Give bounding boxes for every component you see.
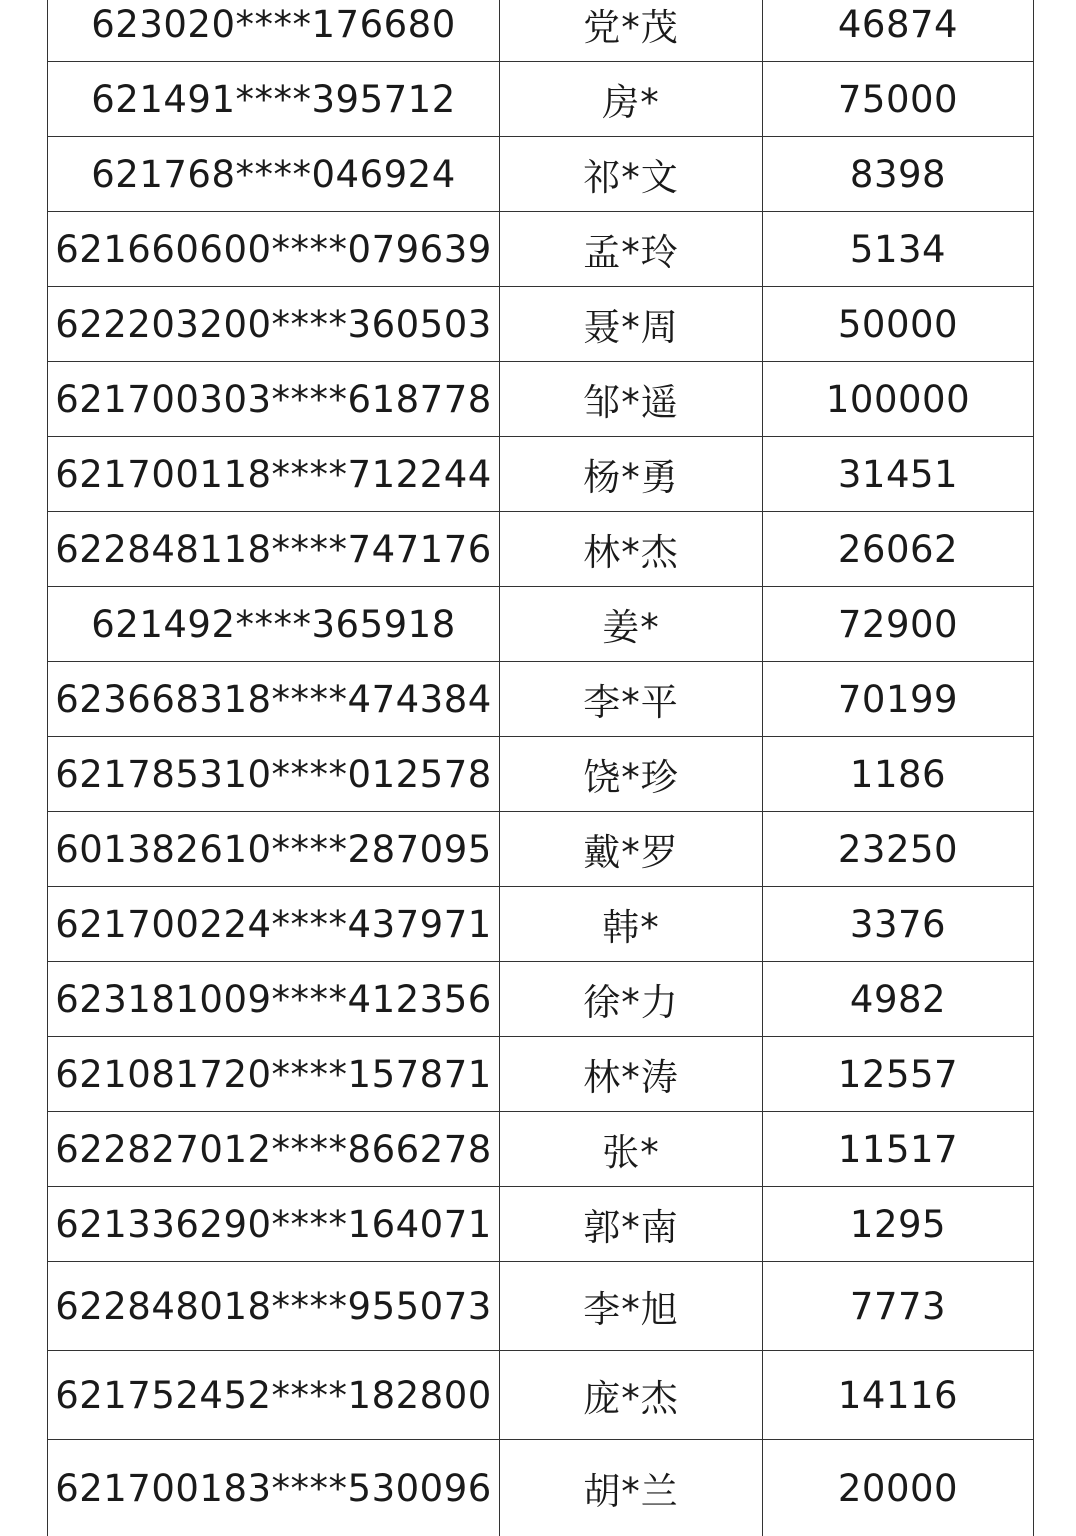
account-number-cell: 623668318****474384 [48,662,500,737]
amount-cell: 50000 [763,287,1034,362]
name-cell: 林*涛 [500,1037,763,1112]
amount-cell: 8398 [763,137,1034,212]
table-row [48,137,1034,212]
amount-cell: 7773 [763,1262,1034,1351]
account-number-cell: 621081720****157871 [48,1037,500,1112]
table-row [48,1187,1034,1262]
name-cell: 胡*兰 [500,1440,763,1536]
name-cell: 庞*杰 [500,1351,763,1440]
account-number-cell: 621785310****012578 [48,737,500,812]
table-row [48,812,1034,887]
amount-cell: 14116 [763,1351,1034,1440]
name-cell: 孟*玲 [500,212,763,287]
amount-cell: 70199 [763,662,1034,737]
account-number-cell: 621491****395712 [48,62,500,137]
amount-cell: 100000 [763,362,1034,437]
table-row [48,662,1034,737]
table-row [48,1037,1034,1112]
table-row [48,0,1034,62]
account-number-cell: 621336290****164071 [48,1187,500,1262]
account-number-cell: 601382610****287095 [48,812,500,887]
name-cell: 李*平 [500,662,763,737]
amount-cell: 31451 [763,437,1034,512]
name-cell: 郭*南 [500,1187,763,1262]
account-number-cell: 621492****365918 [48,587,500,662]
amount-cell: 3376 [763,887,1034,962]
account-number-cell: 621700303****618778 [48,362,500,437]
account-number-cell: 621752452****182800 [48,1351,500,1440]
name-cell: 李*旭 [500,1262,763,1351]
amount-cell: 23250 [763,812,1034,887]
data-table [47,0,1034,1536]
name-cell: 党*茂 [500,0,763,62]
name-cell: 饶*珍 [500,737,763,812]
name-cell: 姜* [500,587,763,662]
table-row [48,962,1034,1037]
table-row [48,887,1034,962]
table-row [48,62,1034,137]
amount-cell: 12557 [763,1037,1034,1112]
name-cell: 韩* [500,887,763,962]
amount-cell: 26062 [763,512,1034,587]
account-number-cell: 621700183****530096 [48,1440,500,1536]
table-row [48,1440,1034,1536]
name-cell: 张* [500,1112,763,1187]
name-cell: 戴*罗 [500,812,763,887]
amount-cell: 11517 [763,1112,1034,1187]
amount-cell: 75000 [763,62,1034,137]
amount-cell: 5134 [763,212,1034,287]
table-row [48,1262,1034,1351]
name-cell: 徐*力 [500,962,763,1037]
table-row [48,437,1034,512]
table-row [48,212,1034,287]
name-cell: 邹*遥 [500,362,763,437]
amount-cell: 1186 [763,737,1034,812]
name-cell: 林*杰 [500,512,763,587]
amount-cell: 4982 [763,962,1034,1037]
account-number-cell: 623181009****412356 [48,962,500,1037]
account-number-cell: 621700224****437971 [48,887,500,962]
name-cell: 杨*勇 [500,437,763,512]
name-cell: 房* [500,62,763,137]
table-row [48,587,1034,662]
account-number-cell: 622848018****955073 [48,1262,500,1351]
account-number-cell: 623020****176680 [48,0,500,62]
account-number-cell: 621700118****712244 [48,437,500,512]
name-cell: 聂*周 [500,287,763,362]
table-row [48,1112,1034,1187]
amount-cell: 20000 [763,1440,1034,1536]
account-number-cell: 621768****046924 [48,137,500,212]
name-cell: 祁*文 [500,137,763,212]
account-number-cell: 622203200****360503 [48,287,500,362]
table-row [48,362,1034,437]
amount-cell: 46874 [763,0,1034,62]
table-row [48,287,1034,362]
account-number-cell: 622827012****866278 [48,1112,500,1187]
account-number-cell: 621660600****079639 [48,212,500,287]
amount-cell: 72900 [763,587,1034,662]
account-number-cell: 622848118****747176 [48,512,500,587]
table-row [48,512,1034,587]
amount-cell: 1295 [763,1187,1034,1262]
table-row [48,1351,1034,1440]
data-table-container [47,0,1033,1536]
table-row [48,737,1034,812]
